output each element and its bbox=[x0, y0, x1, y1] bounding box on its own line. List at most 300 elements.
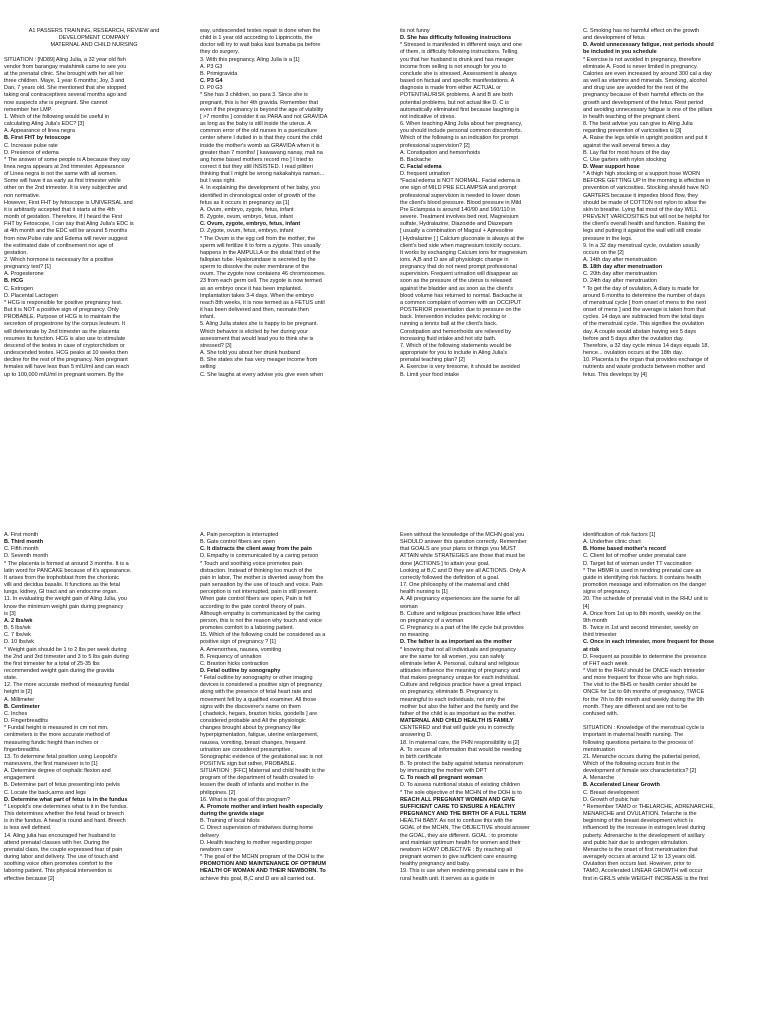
text-line: A. Exercise is very tiresome, it should be avoided bbox=[400, 364, 520, 371]
text-line: identification of risk factors [1] bbox=[583, 532, 656, 538]
text-line: professional supervision? [2] bbox=[400, 142, 470, 149]
text-line: now suspects she is pregnant. She cannot bbox=[4, 99, 108, 106]
text-line: of them, is difficulty following instructions. Telling bbox=[400, 49, 518, 56]
text-line: * Touch and soothing voice promotes pain bbox=[200, 560, 303, 567]
text-line: income from selling is not enough for you to bbox=[400, 63, 507, 70]
text-line: SITUATION : [ND89] Aling Julia, a 32 year old fish bbox=[4, 56, 126, 63]
answer-line: A. Promote mother and infant health especially bbox=[200, 803, 323, 810]
text-line: A. P3 G3 bbox=[200, 63, 223, 70]
text-line: 4. In explaining the development of her baby, you bbox=[200, 185, 320, 192]
text-line: day. A couple would abstain having sex 5 days bbox=[583, 328, 697, 335]
answer-line: C. It distracts the client away from the pain bbox=[200, 546, 312, 553]
text-line: A. 14th day after menstruation bbox=[583, 257, 657, 263]
text-line: * knowing that not all individuals and pregnancy bbox=[400, 646, 516, 653]
text-line: confused with. bbox=[583, 710, 619, 717]
text-line: in birth certificate bbox=[400, 753, 442, 760]
answer-line: PROMOTION AND MAINTENANCE OF OPTIMUM bbox=[200, 861, 326, 868]
text-line: D. Growth of pubic hair bbox=[583, 796, 640, 803]
text-column bbox=[583, 532, 763, 1020]
text-line: signs of pregnancy. bbox=[583, 589, 631, 596]
text-line: C. Estrogen bbox=[4, 285, 34, 292]
text-line: happens in the AMPULLA or the distal third of the bbox=[200, 249, 321, 256]
text-line: and maintain optimum health for women and their bbox=[400, 839, 521, 846]
text-line: from now.Pulse rate and Edema will never suggest bbox=[4, 235, 128, 242]
text-line: nutrients and waste products between mother and bbox=[583, 364, 705, 371]
text-line: A. Amenorrhea, nausea, vomiting bbox=[200, 646, 282, 653]
text-column bbox=[4, 532, 184, 1020]
text-line: newborn HOW? OBJECTIVE : By reaching all bbox=[400, 846, 512, 853]
text-line: professional supervision is needed to lower down bbox=[400, 192, 520, 199]
text-line: at 4th month and the EDC will be around 5 months bbox=[4, 228, 128, 235]
text-line: that makes pregnancy unique for each individual. bbox=[400, 675, 520, 682]
text-line: positive sign of pregnancy ? [1] bbox=[200, 639, 276, 646]
text-line: B. Training of local hilots bbox=[200, 818, 260, 825]
answer-line: B. First FHT by fetoscope bbox=[4, 135, 71, 142]
text-line: eliminate letter A. Personal, cultural and religious bbox=[400, 660, 519, 667]
text-line: 9. In a 32 day menstrual cycle, ovulation usually bbox=[583, 242, 700, 249]
text-line: around 6 months to determine the number of days bbox=[583, 292, 705, 299]
text-line: GARTERS because it impedes blood flow, they bbox=[583, 192, 698, 199]
answer-line: be included in you schedule bbox=[583, 49, 657, 56]
text-line: D. Placental Lactogen bbox=[4, 292, 58, 299]
text-line: 18. In maternal care, the PHN responsibility is [2] bbox=[400, 739, 520, 746]
text-line: D. Target list of woman under TT vaccination bbox=[583, 560, 692, 567]
text-line: is [3] bbox=[4, 610, 16, 617]
text-line: 12. The more accurate method of measuring fundal bbox=[4, 682, 129, 689]
text-line: GOAL of the MCHN, The OBJECTIVE should answer bbox=[400, 825, 530, 832]
text-line: [ chadwick, hegars, braxton hicks, goodells ] are bbox=[200, 710, 318, 717]
answer-line: C. P3 G4 bbox=[200, 78, 223, 85]
text-line: menstruation bbox=[583, 746, 615, 753]
text-line: pregnancy because of their harmful effects on the bbox=[583, 92, 704, 99]
text-line: not indicative of stress. bbox=[400, 113, 456, 120]
text-line: D. Zygote, ovum, fetus, embryo, infant bbox=[200, 228, 294, 235]
text-line: maneuvers, the first maneuver is to [1] bbox=[4, 761, 98, 767]
text-line: 17. One philosophy of the maternal and child bbox=[400, 582, 510, 589]
text-line: way, undescended testes repair is done when the bbox=[200, 28, 321, 34]
text-line: 6. When teaching Aling Julia about her pregnancy, bbox=[400, 121, 523, 128]
text-line: are the same for all women, you can safely bbox=[400, 653, 505, 660]
text-line: 7. Which of the following statements would be bbox=[400, 342, 512, 349]
text-line: of FHT each week bbox=[583, 660, 628, 667]
text-line: C. Inches bbox=[4, 710, 28, 717]
text-line: descend of the testes in case of cryptorchidism or bbox=[4, 342, 125, 349]
text-line: A. Millimeter bbox=[4, 696, 35, 703]
text-line: B. Determine part of fetus presenting into pelvis bbox=[4, 782, 120, 789]
text-line: considered probable and All the physiologic bbox=[200, 718, 306, 725]
text-line: prenatal teaching plan? [2] bbox=[400, 357, 465, 364]
text-line: * Stressed is manifested in different ways and one bbox=[400, 42, 522, 49]
text-line: prenatal class, the couple expressed fear of pain bbox=[4, 846, 123, 853]
text-line: changes brought about by pregnancy like bbox=[200, 725, 301, 732]
text-line: diagnosis is made from either ACTUAL or bbox=[400, 85, 501, 92]
text-line: A. Underfive clinic chart bbox=[583, 539, 641, 546]
answer-line: C. Ovum, zygote, embryo, fetus, infant bbox=[200, 221, 301, 228]
text-line: Menarche is the onset of first menstruation that bbox=[583, 846, 698, 853]
text-line: following questions pertains to the process of bbox=[583, 739, 693, 746]
text-line: against the bladder and as soon as the client's bbox=[400, 285, 513, 292]
text-line: skin to breathe. Lying flat most of the day WILL bbox=[583, 206, 698, 213]
text-line: SHOULD answer this question correctly. Remember bbox=[400, 539, 527, 546]
text-line: correctly followed the definition of a goal. bbox=[400, 574, 500, 581]
text-line: But it is NOT a positive sign of pregnancy. Only bbox=[4, 307, 119, 314]
text-line: before and 5 days after the ovulation day. bbox=[583, 335, 684, 342]
text-line: SITUATION : Knowledge of the menstrual cycle is bbox=[583, 725, 705, 732]
text-line: 1. Which of the following would be useful in bbox=[4, 113, 110, 120]
text-line: Even without the knowledge of the MCHN goal you bbox=[400, 532, 525, 538]
text-line: child is 1 year old according to Lippincotts, the bbox=[200, 35, 313, 42]
text-line: A. Progesterone bbox=[4, 271, 44, 278]
text-line: C. Pregnancy is a part of the life cycle but provides bbox=[400, 625, 524, 632]
text-line: promotion message and information on the danger bbox=[583, 582, 707, 589]
text-line: up to 100,000 mIU/ml in pregnant women. By the bbox=[4, 371, 124, 378]
document-page-2 bbox=[0, 532, 768, 1020]
text-line: B. Gate control fibers are open bbox=[200, 539, 275, 546]
text-line: Some will have it as early as first trimester while bbox=[4, 178, 121, 185]
text-line: onset of mens ] and the average is taken from that bbox=[583, 307, 706, 314]
text-line: D. frequent urination bbox=[400, 171, 450, 178]
text-line: and avoiding unnecessary fatigue is one of the pillars bbox=[583, 106, 713, 113]
text-line: POSTERIOR presentation due to pressure on the bbox=[400, 307, 521, 314]
text-line: B. To protect the baby against tetanus neonatorum bbox=[400, 761, 524, 767]
text-line: as long as the baby is still inside the uterus. A bbox=[200, 121, 311, 128]
text-line: you that her husband is drunk and has meager bbox=[400, 56, 514, 63]
text-line: as well as vitamins and minerals. Smoking, alcohol bbox=[583, 78, 707, 85]
text-line: pregnant, this is her 4th gravida. Remember that bbox=[200, 99, 319, 106]
text-line: Implantation takes 3-4 days. When the embryo bbox=[200, 292, 314, 299]
text-line: A. Pain perception is interrupted bbox=[200, 532, 279, 538]
text-line: gestation. bbox=[4, 249, 28, 256]
text-line: pregnancy that do not need prompt professional bbox=[400, 264, 517, 271]
text-line: sperm will fertilize it to form a zygote. This usually bbox=[200, 242, 321, 249]
text-line bbox=[4, 49, 184, 56]
text-line: done [ACTIONS ] to attain your goal. bbox=[400, 560, 490, 567]
text-line: centimeters is the more accurate method of bbox=[4, 732, 110, 739]
text-line: D. 10 lbs/wk bbox=[4, 639, 34, 646]
text-line: B. She states she has very meager income from bbox=[200, 357, 318, 364]
answer-line: D. Fetal outline by sonography bbox=[200, 667, 281, 674]
text-line: BEFORE GETTING UP in the morning is effective in bbox=[583, 178, 711, 185]
text-line: When gate control fibers are open, Pain is felt bbox=[200, 596, 312, 603]
text-line: puberty. Adrenarche is the development of axillary bbox=[583, 832, 705, 839]
text-line: B. Lay flat for most hours of the day bbox=[583, 149, 670, 156]
text-line: newborn care bbox=[200, 846, 234, 853]
text-line: The visit to the BHS or health center should be bbox=[583, 682, 697, 689]
text-line: as an embryo once it has been implanted. bbox=[200, 285, 303, 292]
text-line: promotes comfort to a laboring patient. bbox=[200, 625, 295, 632]
text-line: client's bed side when magnesium toxicity occurs. bbox=[400, 242, 522, 249]
text-line: D. 24th day after menstruation bbox=[583, 278, 657, 285]
text-line: C. Fifth month bbox=[4, 546, 39, 553]
text-line: D. Presence of edema bbox=[4, 149, 59, 156]
text-line: prevention of varicosities. Stocking should have NO bbox=[583, 185, 709, 192]
text-line: and development of fetus bbox=[583, 35, 645, 42]
text-line: D. P0 G3 bbox=[200, 85, 223, 92]
text-line: by immunizing the mother with DPT bbox=[400, 768, 487, 775]
text-line: ions. A,B and D are all physiologic change in bbox=[400, 257, 509, 263]
text-line: will deteriorate by 2nd trimester as the placenta bbox=[4, 328, 120, 335]
text-line: pregnant women to give sufficient care ensuring bbox=[400, 854, 517, 861]
text-line: guide in identifying risk factors. It contains health bbox=[583, 574, 702, 581]
text-line: fingerbreadths. bbox=[4, 746, 41, 753]
text-line: even if the pregnancy is beyond the age of viability bbox=[200, 106, 324, 113]
text-line: B. Culture and religious practices have little effect bbox=[400, 610, 521, 617]
text-line: A. Once from 1st up to 8th month, weekly on the bbox=[583, 610, 701, 617]
answer-line: D. Wear support hose bbox=[583, 163, 640, 170]
text-line: measuring fundic height than inches or bbox=[4, 739, 99, 746]
text-column bbox=[200, 28, 380, 506]
text-line: pain sensation by the use of touch and voice. Pain bbox=[200, 582, 323, 589]
text-line: 13. To determine fetal position using Leopold's bbox=[4, 753, 117, 760]
text-line: meaningful to each individuals, not only the bbox=[400, 696, 506, 703]
text-line: A. To secure all information that would be needing bbox=[400, 746, 522, 753]
text-line: based on factual and specific manifestations. A bbox=[400, 78, 515, 85]
text-line: Although empathy is communicated by the caring bbox=[200, 610, 321, 617]
text-line: calculating Aling Julia's EDC? [3] bbox=[4, 121, 84, 128]
text-line: you should include personal common discomforts. bbox=[400, 128, 522, 135]
text-line: should be made of COTTON not nylon to allow the bbox=[583, 199, 707, 206]
text-line: non normative. bbox=[4, 192, 41, 199]
text-line: on pregnancy, eliminate B. Pregnancy is bbox=[400, 689, 499, 696]
text-line: * The sole objective of the MCHN of the DOH is to bbox=[400, 789, 522, 796]
text-line: running a tennis ball at the client's back. bbox=[400, 321, 498, 328]
text-line: automatically eliminated first because laughing is bbox=[400, 106, 520, 113]
text-line: program of the department of health created to bbox=[200, 775, 314, 782]
answer-line: C. Facial edema bbox=[400, 163, 442, 170]
text-line: Which of the following is an indication for prompt bbox=[400, 135, 519, 142]
text-line: A. Raise the legs while in upright position and put it bbox=[583, 135, 708, 142]
text-line bbox=[583, 718, 763, 725]
text-line: attend prenatal classes with her. During the bbox=[4, 839, 110, 846]
text-line: eliminate A. Food is never limited in pregnancy. bbox=[583, 63, 698, 70]
text-line: potential problems, but not actual like D. C is bbox=[400, 99, 509, 106]
text-line: severe. Treatment involves bed rest, Magnesium bbox=[400, 214, 519, 221]
text-line: It works by exchanging Calcium ions for magnesium bbox=[400, 249, 527, 256]
text-line: * Exercise is not avoided in pregnancy, therefore bbox=[583, 56, 701, 63]
text-line: increasing fluid intake and hot sitz bath. bbox=[400, 335, 497, 342]
text-line: beginning of the breast development which is bbox=[583, 818, 694, 825]
text-line: D. Frequent as possible to determine the presence bbox=[583, 653, 707, 660]
answer-line: PREGNANCY AND THE BIRTH OF A FULL TERM bbox=[400, 811, 526, 818]
text-line: MATERNAL AND CHILD NURSING bbox=[50, 42, 138, 49]
text-line: soon as the pressure of the uterus is released bbox=[400, 278, 512, 285]
text-line: * The Ovum is the egg cell from the mother, the bbox=[200, 235, 316, 242]
text-line: the GOAL, they are different. GOAL : to promote bbox=[400, 832, 518, 839]
text-line: laboring patient. This physical intervention is bbox=[4, 868, 112, 875]
text-line: Therefore, a 32 day cycle minus 14 days equals 18, bbox=[583, 342, 709, 349]
text-line: effective because [2] bbox=[4, 875, 55, 882]
text-line: Ovulation then occurs last. However, prior to bbox=[583, 861, 691, 868]
text-line: B. Twice in 1st and second trimester, weekly on bbox=[583, 625, 699, 632]
text-line: identified in chronological order of growth of the bbox=[200, 192, 316, 199]
text-line: legs and putting it against the wall will still create bbox=[583, 228, 702, 235]
text-line: correct it but they still INSISTED. I read pilliteri bbox=[200, 163, 313, 170]
text-line: and pubic hair due to androgen stimulation. bbox=[583, 839, 689, 846]
text-line: three children. Maye, 1 year 6 months; Joy, 3 and bbox=[4, 78, 125, 85]
text-line: FHT by Fetoscope, I can say that Aling Julia's EDC is bbox=[4, 221, 134, 228]
text-line: pressure in the legs. bbox=[583, 235, 633, 242]
text-line: * A thigh high stocking or a support hose WORN bbox=[583, 171, 701, 178]
text-line: A. Menarche bbox=[583, 775, 615, 782]
text-line: the client's blood pressure. Blood pressure in Mild bbox=[400, 199, 522, 206]
text-line: latin word for PANCAKE because of it's appearance. bbox=[4, 567, 132, 574]
text-line: C. 7 lbs/wk bbox=[4, 632, 31, 639]
text-line: for the 7th to 8th month and weekly during the 9th bbox=[583, 696, 705, 703]
text-line: MENARCHE and OVULATION. Telarche is the bbox=[583, 811, 697, 818]
text-line: philippines. [2] bbox=[200, 789, 236, 796]
text-line: A. Appearance of linea negra bbox=[4, 128, 75, 135]
text-line: along with the presence of fetal heart rate and bbox=[200, 689, 312, 696]
text-line: they do surgery. bbox=[200, 49, 240, 56]
text-line: other on the 2nd trimester. It is very subjective and bbox=[4, 185, 127, 192]
text-line: B. Frequency of urination bbox=[200, 653, 262, 660]
answer-line: D. She has difficulty following instructions bbox=[400, 35, 512, 42]
text-line: urination are considered presumptive. bbox=[200, 746, 293, 753]
text-line: engagement bbox=[4, 775, 35, 782]
text-line: assessment that would lead you to think she is bbox=[200, 335, 314, 342]
text-line: DEVELOPMENT COMPANY bbox=[58, 35, 130, 42]
answer-line: C. To reach all pregnant woman bbox=[400, 775, 483, 782]
text-line: * Leopold's one determines what is it in the fundus. bbox=[4, 803, 128, 810]
text-line: lungs, kidney, GI tract and an endocrine organ. bbox=[4, 589, 118, 596]
answer-line: B. 18th day after menstruation bbox=[583, 264, 663, 271]
text-line: C. Client list of mother under prenatal care bbox=[583, 553, 687, 560]
text-line: B. Backache bbox=[400, 156, 431, 163]
text-line: [ >7 months ] consider it as PARA and not GRAVIDA bbox=[200, 113, 328, 120]
answer-line: REACH ALL PREGNANT WOMEN AND GIVE bbox=[400, 796, 515, 803]
text-line: D. Empathy is communicated by a caring person bbox=[200, 553, 319, 560]
text-line: devices is considered a positive sign of pregnancy bbox=[200, 682, 323, 689]
text-column bbox=[4, 28, 184, 506]
text-line: * HCG is responsible for positive pregnancy test. bbox=[4, 299, 123, 306]
text-column bbox=[200, 532, 380, 1020]
text-line: month of gestation. Therefore, If I heard the First bbox=[4, 214, 123, 221]
text-line: C. Use garters with nylon stocking bbox=[583, 156, 667, 163]
text-line: This determines whether the fetal head or breech bbox=[4, 811, 124, 818]
text-line: inside the mother's womb as GRAVIDA when it is bbox=[200, 142, 320, 149]
text-line: appropriate for you to include in Aling Julia's bbox=[400, 350, 508, 357]
text-line: C. Braxton hicks contraction bbox=[200, 660, 269, 667]
text-line: greater than 7 months! [ kawawang nanay, mali na bbox=[200, 149, 323, 156]
text-line: person, this is not the reason why touch and voice bbox=[200, 617, 322, 624]
text-line: 23 from each germ cell. The zygote is now termed bbox=[200, 278, 322, 285]
text-line: distraction. Instead of thinking too much of the bbox=[200, 567, 313, 574]
text-line: Culture and religious practice have a great impact bbox=[400, 682, 522, 689]
text-line: Which of the following occurs first in the bbox=[583, 761, 680, 767]
text-line: and drug use are avoided for the rest of the bbox=[583, 85, 689, 92]
text-line: 8. The best advise you can give to Aling Julia bbox=[583, 121, 693, 128]
answer-line: at risk bbox=[583, 646, 600, 653]
text-line: undescended testes. HCG peaks at 10 weeks then bbox=[4, 350, 128, 357]
text-line: ONCE for 1st to 6th months of pregnancy, TWICE bbox=[583, 689, 705, 696]
text-line: delivery bbox=[200, 832, 219, 839]
text-line: A. Determine degree of cephalic flexion and bbox=[4, 768, 111, 775]
text-line: 10. Placenta is the organ that provides exchange of bbox=[583, 357, 709, 364]
answer-line: B. Third month bbox=[4, 539, 44, 546]
text-line: perception is not interrupted, pain is still present. bbox=[200, 589, 319, 596]
text-line: doctor will try to wait baka kasi bumaba pa before bbox=[200, 42, 321, 49]
text-line: development of female sex characteristics? [2] bbox=[583, 768, 697, 775]
text-line: POSITIVE sign but rather, PROBABLE. bbox=[200, 761, 296, 767]
text-line: ang home based mothers record mo ] I tried to bbox=[200, 156, 314, 163]
text-line: selling bbox=[200, 364, 216, 371]
text-line: resumes its function. HCG is also use to stimulate bbox=[4, 335, 126, 342]
text-line: It arises from the trophoblast from the chorionic bbox=[4, 574, 119, 581]
text-line: females will have less than 5 mIU/ml and can reach bbox=[4, 364, 130, 371]
text-line: but I was right. bbox=[200, 178, 236, 185]
text-line: its not funny bbox=[400, 28, 430, 34]
text-line: 3. With this pregnancy, Aling Julia is a [1] bbox=[200, 56, 300, 63]
text-line: D. To assess nutritional status of existing children bbox=[400, 782, 521, 789]
text-line: infant. bbox=[200, 314, 215, 321]
text-line: decline for the rest of the pregnancy. Non pregnant bbox=[4, 357, 128, 364]
answer-line: A. 2 lbs/wk bbox=[4, 617, 33, 624]
text-line: 5. Aling Julia states she is happy to be pregnant. bbox=[200, 321, 319, 328]
text-line: PREVENT VARICOSITIES but will not be helpful for bbox=[583, 214, 710, 221]
text-line: supervision. Frequent urination will disappear as bbox=[400, 271, 518, 278]
text-line: and more frequent for those who are high risks. bbox=[583, 675, 699, 682]
text-line: height is [2] bbox=[4, 689, 33, 696]
answer-line: B. Home based mother's record bbox=[583, 546, 666, 553]
text-line: know the minimum weight gain during pregnancy bbox=[4, 603, 124, 610]
text-line: growth and development of the fetus. Rest period bbox=[583, 99, 704, 106]
text-line: in health teaching of the pregnant client. bbox=[583, 113, 681, 120]
text-line: * She has 3 children, so para 3. Since she is bbox=[200, 92, 308, 99]
text-line: C. Smoking has no harmful effect on the growth bbox=[583, 28, 700, 34]
text-line: attitudes influence the meaning of pregnancy and bbox=[400, 667, 521, 674]
text-line: PROBABLE. Purpose of HCG is to maintain the bbox=[4, 314, 121, 321]
text-line: C. Direct supervision of midwives during home bbox=[200, 825, 314, 832]
text-line: the 2nd and 3rd trimester and 3 to 5 lbs gain during bbox=[4, 653, 129, 660]
text-line: A1 PASSERS TRAINING, RESEARCH, REVIEW and bbox=[28, 28, 160, 34]
text-line: vendor from barangay matahimik came to see you bbox=[4, 63, 127, 70]
text-line: it has been delivered and then, neonate then bbox=[200, 307, 309, 314]
text-line: B. 5 lbs/wk bbox=[4, 625, 31, 632]
text-line: 9th month bbox=[583, 617, 608, 624]
text-line: * Remember TAMO or THELARCHE, ADRENARCHE, bbox=[583, 803, 715, 810]
text-line: [4] bbox=[583, 603, 590, 610]
text-line: C. 20th day after menstruation bbox=[583, 271, 657, 278]
text-line: cycles. 14 days are subtracted from the total days bbox=[583, 314, 705, 321]
text-line: occurs on the [2] bbox=[583, 249, 624, 256]
text-line: * The answer of some people is A because they say bbox=[4, 156, 130, 163]
text-line: fallopian tube. Hyaloruindase is secreted by the bbox=[200, 257, 316, 263]
text-line: * To get the day of ovulation, A diary is made for bbox=[583, 285, 700, 292]
text-column bbox=[400, 532, 580, 1020]
answer-line: C. Once in each trimester, more frequent for those bbox=[583, 639, 715, 646]
text-line: B. Primigravida bbox=[200, 70, 238, 77]
text-line: important in maternal health nursing. The bbox=[583, 732, 684, 739]
text-line: Dan, 7 years old. She mentioned that she stopped bbox=[4, 85, 127, 92]
answer-line: D. The father is as important as the mother bbox=[400, 639, 512, 646]
text-line: signs with the discoverer's name on them bbox=[200, 703, 301, 710]
text-line: at the prenatal clinic. She brought with her all her bbox=[4, 70, 124, 77]
text-line: A. First month bbox=[4, 532, 39, 538]
text-line: stressed? [3] bbox=[200, 342, 232, 349]
answer-line: MATERNAL AND CHILD HEALTH IS FAMILY bbox=[400, 718, 514, 725]
text-line: A. She told you about her drunk husband bbox=[200, 350, 300, 357]
text-line: * Visit to the RHU should be ONCE each trimester bbox=[583, 667, 705, 674]
document-page-1 bbox=[0, 28, 768, 506]
text-line: one sign of MILD PRE ECLAMPSIA and prompt bbox=[400, 185, 517, 192]
text-line: POTENTIAL/RISK problems. A and B are both bbox=[400, 92, 513, 99]
text-line: fetus as it occurs in pregnancy as [1] bbox=[200, 199, 290, 206]
text-line: that GOALS are your plans or things you MUST bbox=[400, 546, 517, 553]
text-line: health nursing is [1] bbox=[400, 589, 448, 596]
text-line: C. She laughs at every advise you give even when bbox=[200, 371, 324, 378]
text-line: answering D. bbox=[400, 732, 433, 739]
text-line: * The goal of the MCHN program of the DOH is the bbox=[200, 854, 325, 861]
